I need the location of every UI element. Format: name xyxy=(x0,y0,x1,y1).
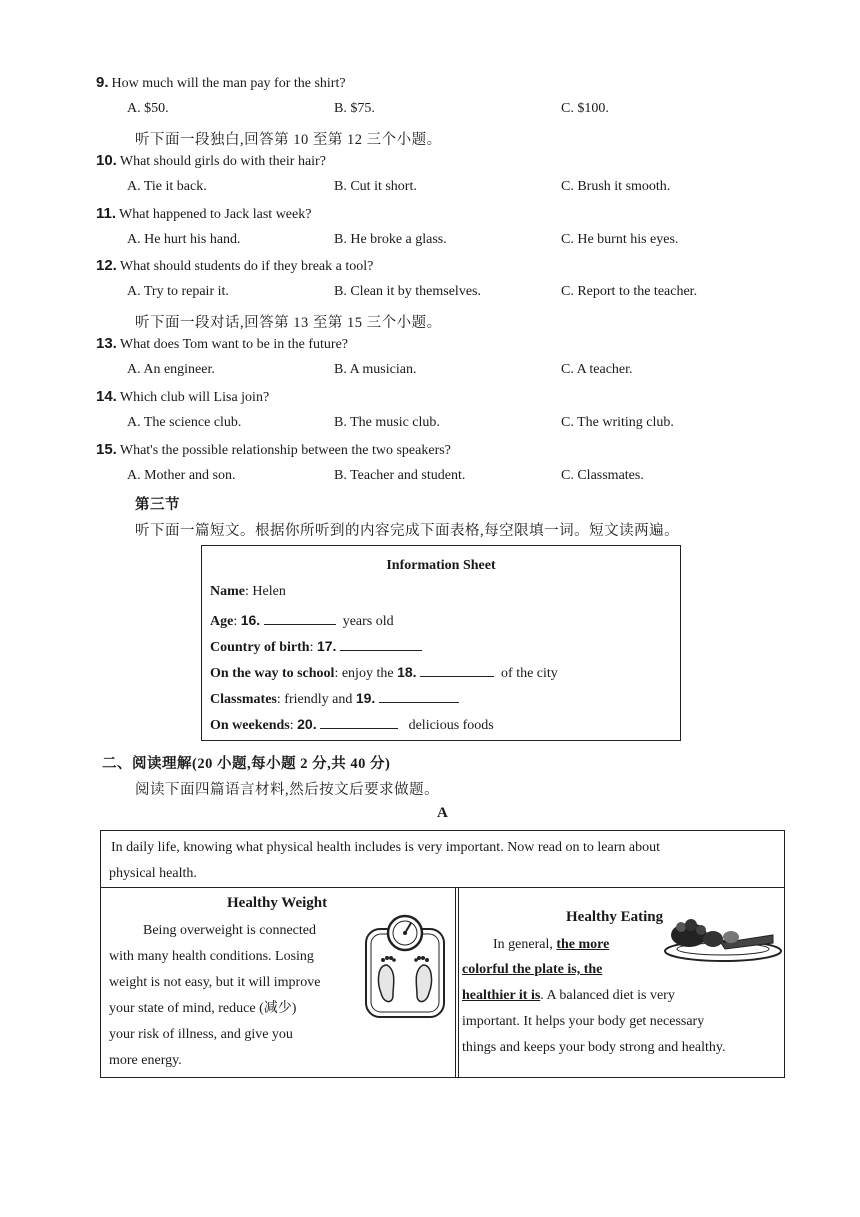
answer-option-c[interactable]: C. $100. xyxy=(561,101,609,116)
question-text: Which club will Lisa join? xyxy=(119,390,270,405)
eating-underlined-text: the more xyxy=(556,937,610,952)
question-number: 15. xyxy=(96,441,117,458)
blank-number-20: 20. xyxy=(297,716,317,732)
blank-number-19: 19. xyxy=(355,690,376,706)
answer-blank-20[interactable] xyxy=(320,714,398,729)
colon: : xyxy=(309,640,314,655)
question-stem xyxy=(96,441,451,459)
answer-option-a[interactable]: A. $50. xyxy=(127,101,169,116)
weight-line: more energy. xyxy=(109,1053,182,1068)
weight-line: with many health conditions. Losing xyxy=(109,949,314,964)
question-text: What does Tom want to be in the future? xyxy=(119,337,349,352)
passage-intro-line2: physical health. xyxy=(109,866,197,881)
way-suffix: of the city xyxy=(501,666,558,681)
question-number: 10. xyxy=(96,152,117,169)
question-number: 11. xyxy=(96,205,117,222)
eating-line3 xyxy=(462,983,675,1009)
part2-description: 阅读下面四篇语言材料,然后按文后要求做题。 xyxy=(135,782,440,798)
colon: : xyxy=(334,666,339,681)
eating-line1 xyxy=(493,932,609,958)
answer-option-b[interactable]: B. $75. xyxy=(334,101,375,116)
question-stem xyxy=(96,74,346,92)
answer-option-a[interactable]: A. He hurt his hand. xyxy=(127,232,241,247)
blank-number-17: 17. xyxy=(316,638,337,654)
bathroom-scale-icon xyxy=(363,913,447,1021)
info-row-classmates xyxy=(210,688,459,708)
classmates-text: friendly and xyxy=(284,692,353,707)
blank-number-16: 16. xyxy=(240,612,261,628)
section3-description: 听下面一篇短文。根据你所听到的内容完成下面表格,每空限填一词。短文读两遍。 xyxy=(135,523,680,539)
age-suffix: years old xyxy=(342,614,394,629)
weight-line: weight is not easy, but it will improve xyxy=(109,975,321,990)
question-number: 13. xyxy=(96,335,117,352)
info-row-country xyxy=(210,636,422,656)
info-row-name xyxy=(210,584,286,600)
question-text: What should students do if they break a tool? xyxy=(119,259,374,274)
divider-vertical-inner xyxy=(458,887,459,1077)
question-stem xyxy=(96,257,373,275)
answer-option-a[interactable]: A. An engineer. xyxy=(127,362,215,377)
age-label: Age xyxy=(210,614,234,629)
eating-underlined-text: healthier it is xyxy=(462,988,541,1003)
information-sheet xyxy=(201,545,681,741)
question-stem xyxy=(96,388,269,406)
colon: : xyxy=(233,614,238,629)
monologue-instruction: 听下面一段独白,回答第 10 至第 12 三个小题。 xyxy=(135,132,442,148)
question-text: What happened to Jack last week? xyxy=(119,207,312,222)
divider-horizontal xyxy=(101,887,784,888)
question-text: How much will the man pay for the shirt? xyxy=(111,76,346,91)
eating-text: . A balanced diet is very xyxy=(540,988,675,1003)
info-row-way xyxy=(210,662,558,682)
healthy-eating-title: Healthy Eating xyxy=(566,909,664,925)
weekends-label: On weekends xyxy=(210,718,290,733)
passage-letter: A xyxy=(437,805,448,821)
info-row-weekends xyxy=(210,714,494,734)
dialogue-instruction: 听下面一段对话,回答第 13 至第 15 三个小题。 xyxy=(135,315,442,331)
food-plate-icon xyxy=(661,913,783,965)
question-text: What should girls do with their hair? xyxy=(119,154,326,169)
question-number: 14. xyxy=(96,388,117,405)
weight-line: your risk of illness, and give you xyxy=(109,1027,293,1042)
answer-option-b[interactable]: B. Teacher and student. xyxy=(334,468,466,483)
eating-line4: important. It helps your body get necessary xyxy=(462,1014,705,1029)
answer-option-a[interactable]: A. Tie it back. xyxy=(127,179,207,194)
answer-option-a[interactable]: A. Mother and son. xyxy=(127,468,236,483)
section3-title: 第三节 xyxy=(135,497,180,513)
answer-blank-17[interactable] xyxy=(340,636,422,651)
eating-line5: things and keeps your body strong and healthy. xyxy=(462,1040,726,1055)
question-text: What's the possible relationship between the two speakers? xyxy=(119,443,451,458)
weight-line: your state of mind, reduce (减少) xyxy=(109,1001,297,1016)
answer-option-c[interactable]: C. He burnt his eyes. xyxy=(561,232,679,247)
answer-option-a[interactable]: A. Try to repair it. xyxy=(127,284,229,299)
answer-option-b[interactable]: B. Cut it short. xyxy=(334,179,417,194)
answer-option-b[interactable]: B. He broke a glass. xyxy=(334,232,447,247)
question-number: 9. xyxy=(96,74,109,91)
classmates-label: Classmates xyxy=(210,692,277,707)
colon: : xyxy=(289,718,294,733)
way-text: enjoy the xyxy=(341,666,394,681)
answer-option-c[interactable]: C. Report to the teacher. xyxy=(561,284,698,299)
info-row-age xyxy=(210,610,394,630)
answer-option-c[interactable]: C. A teacher. xyxy=(561,362,633,377)
blank-number-18: 18. xyxy=(397,664,417,680)
answer-blank-18[interactable] xyxy=(420,662,494,677)
healthy-weight-title: Healthy Weight xyxy=(227,895,328,911)
name-label: Name xyxy=(210,584,245,599)
weight-line: Being overweight is connected xyxy=(143,923,317,938)
part2-title: 二、阅读理解(20 小题,每小题 2 分,共 40 分) xyxy=(102,756,391,772)
eating-text: In general, xyxy=(493,937,553,952)
name-value: Helen xyxy=(252,584,286,599)
colon: : xyxy=(276,692,281,707)
passage-a-box xyxy=(100,830,785,1078)
eating-line2-underlined: colorful the plate is, the xyxy=(462,962,603,977)
weekends-suffix: delicious foods xyxy=(408,718,494,733)
answer-option-a[interactable]: A. The science club. xyxy=(127,415,242,430)
answer-option-c[interactable]: C. Brush it smooth. xyxy=(561,179,671,194)
passage-intro-line1: In daily life, knowing what physical health includes is very important. Now read on to learn about xyxy=(111,840,660,855)
answer-option-b[interactable]: B. The music club. xyxy=(334,415,440,430)
answer-blank-19[interactable] xyxy=(379,688,459,703)
answer-option-c[interactable]: C. Classmates. xyxy=(561,468,644,483)
answer-option-b[interactable]: B. A musician. xyxy=(334,362,417,377)
question-stem xyxy=(96,152,326,170)
answer-option-b[interactable]: B. Clean it by themselves. xyxy=(334,284,481,299)
country-label: Country of birth xyxy=(210,640,310,655)
way-label: On the way to school xyxy=(210,666,335,681)
info-sheet-title: Information Sheet xyxy=(386,558,496,573)
question-stem xyxy=(96,335,348,353)
question-stem xyxy=(96,205,311,223)
colon: : xyxy=(245,584,249,599)
divider-vertical xyxy=(455,887,456,1077)
question-number: 12. xyxy=(96,257,117,274)
answer-option-c[interactable]: C. The writing club. xyxy=(561,415,674,430)
answer-blank-16[interactable] xyxy=(264,610,336,625)
